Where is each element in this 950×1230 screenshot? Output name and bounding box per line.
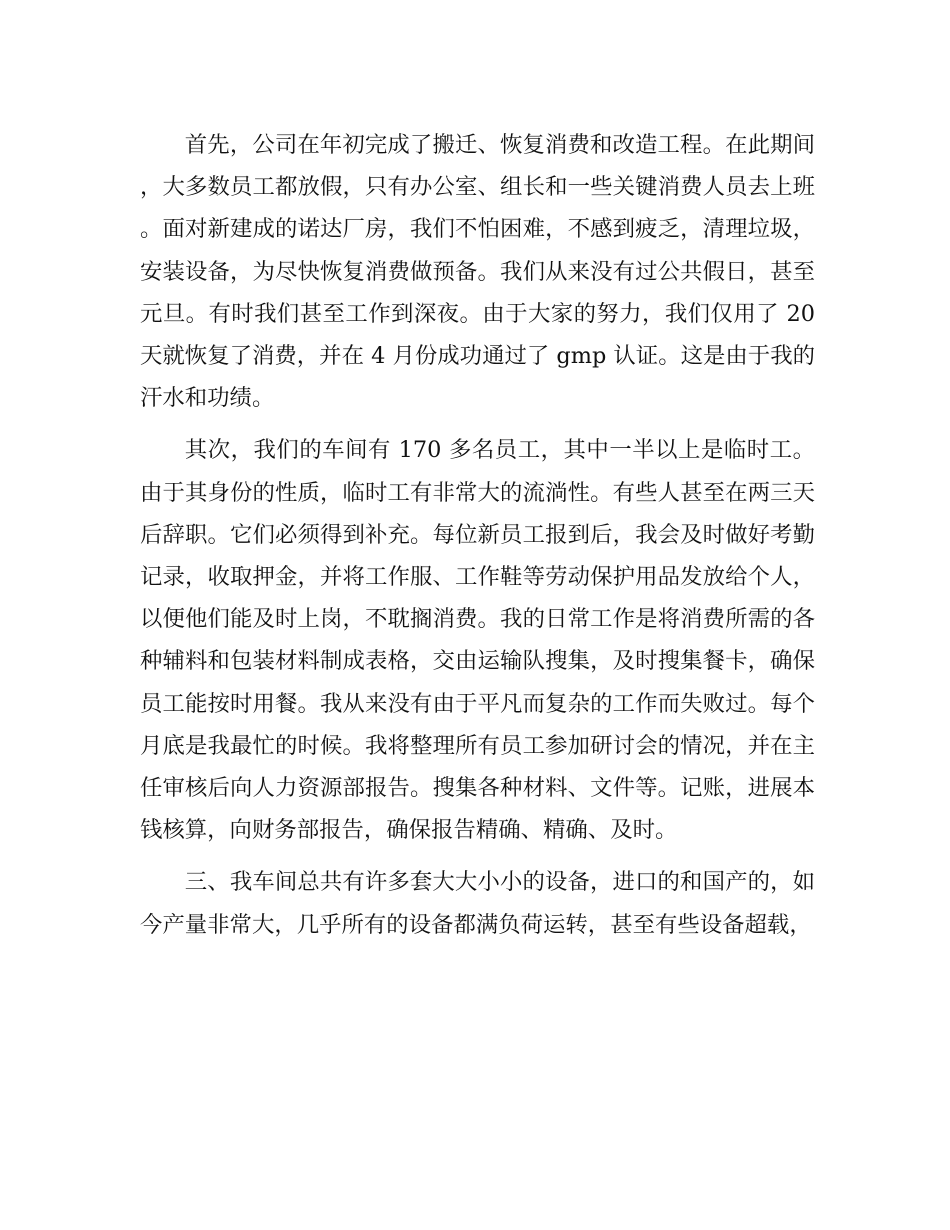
paragraph-staffing: 其次，我们的车间有 170 多名员工，其中一半以上是临时工。由于其身份的性质，临时工有非常大的流淌性。有些人甚至在两三天后辞职。它们必须得到补充。每位新员工报到后，我会及时做好考勤记录，收取押金，并将工作服、工作鞋等劳动保护用品发放给个人，以便他们能及时上岗，不耽搁消费。我的日常工作是将消费所需的各种辅料和包装材料制成表格，交由运输队搜集，及时搜集餐卡，确保员工能按时用餐。我从来没有由于平凡而复杂的工作而失败过。每个月底是我最忙的时候。我将整理所有员工参加研讨会的情况，并在主任审核后向人力资源部报告。搜集各种材料、文件等。记账，进展本钱核算，向财务部报告，确保报告精确、精确、及时。 bbox=[140, 437, 815, 844]
paragraph-relocation: 首先，公司在年初完成了搬迁、恢复消费和改造工程。在此期间，大多数员工都放假，只有办公室、组长和一些关键消费人员去上班。面对新建成的诺达厂房，我们不怕困难，不感到疲乏，清理垃圾，安装设备，为尽快恢复消费做预备。我们从来没有过公共假日，甚至元旦。有时我们甚至工作到深夜。由于大家的努力，我们仅用了 20 天就恢复了消费，并在 4 月份成功通过了 gmp 认证。这是由于我的汗水和功绩。 bbox=[140, 132, 815, 412]
document-body bbox=[140, 124, 815, 956]
paragraph-equipment: 三、我车间总共有许多套大大小小的设备，进口的和国产的，如今产量非常大，几乎所有的设备都满负荷运转，甚至有些设备超载， bbox=[140, 869, 815, 938]
